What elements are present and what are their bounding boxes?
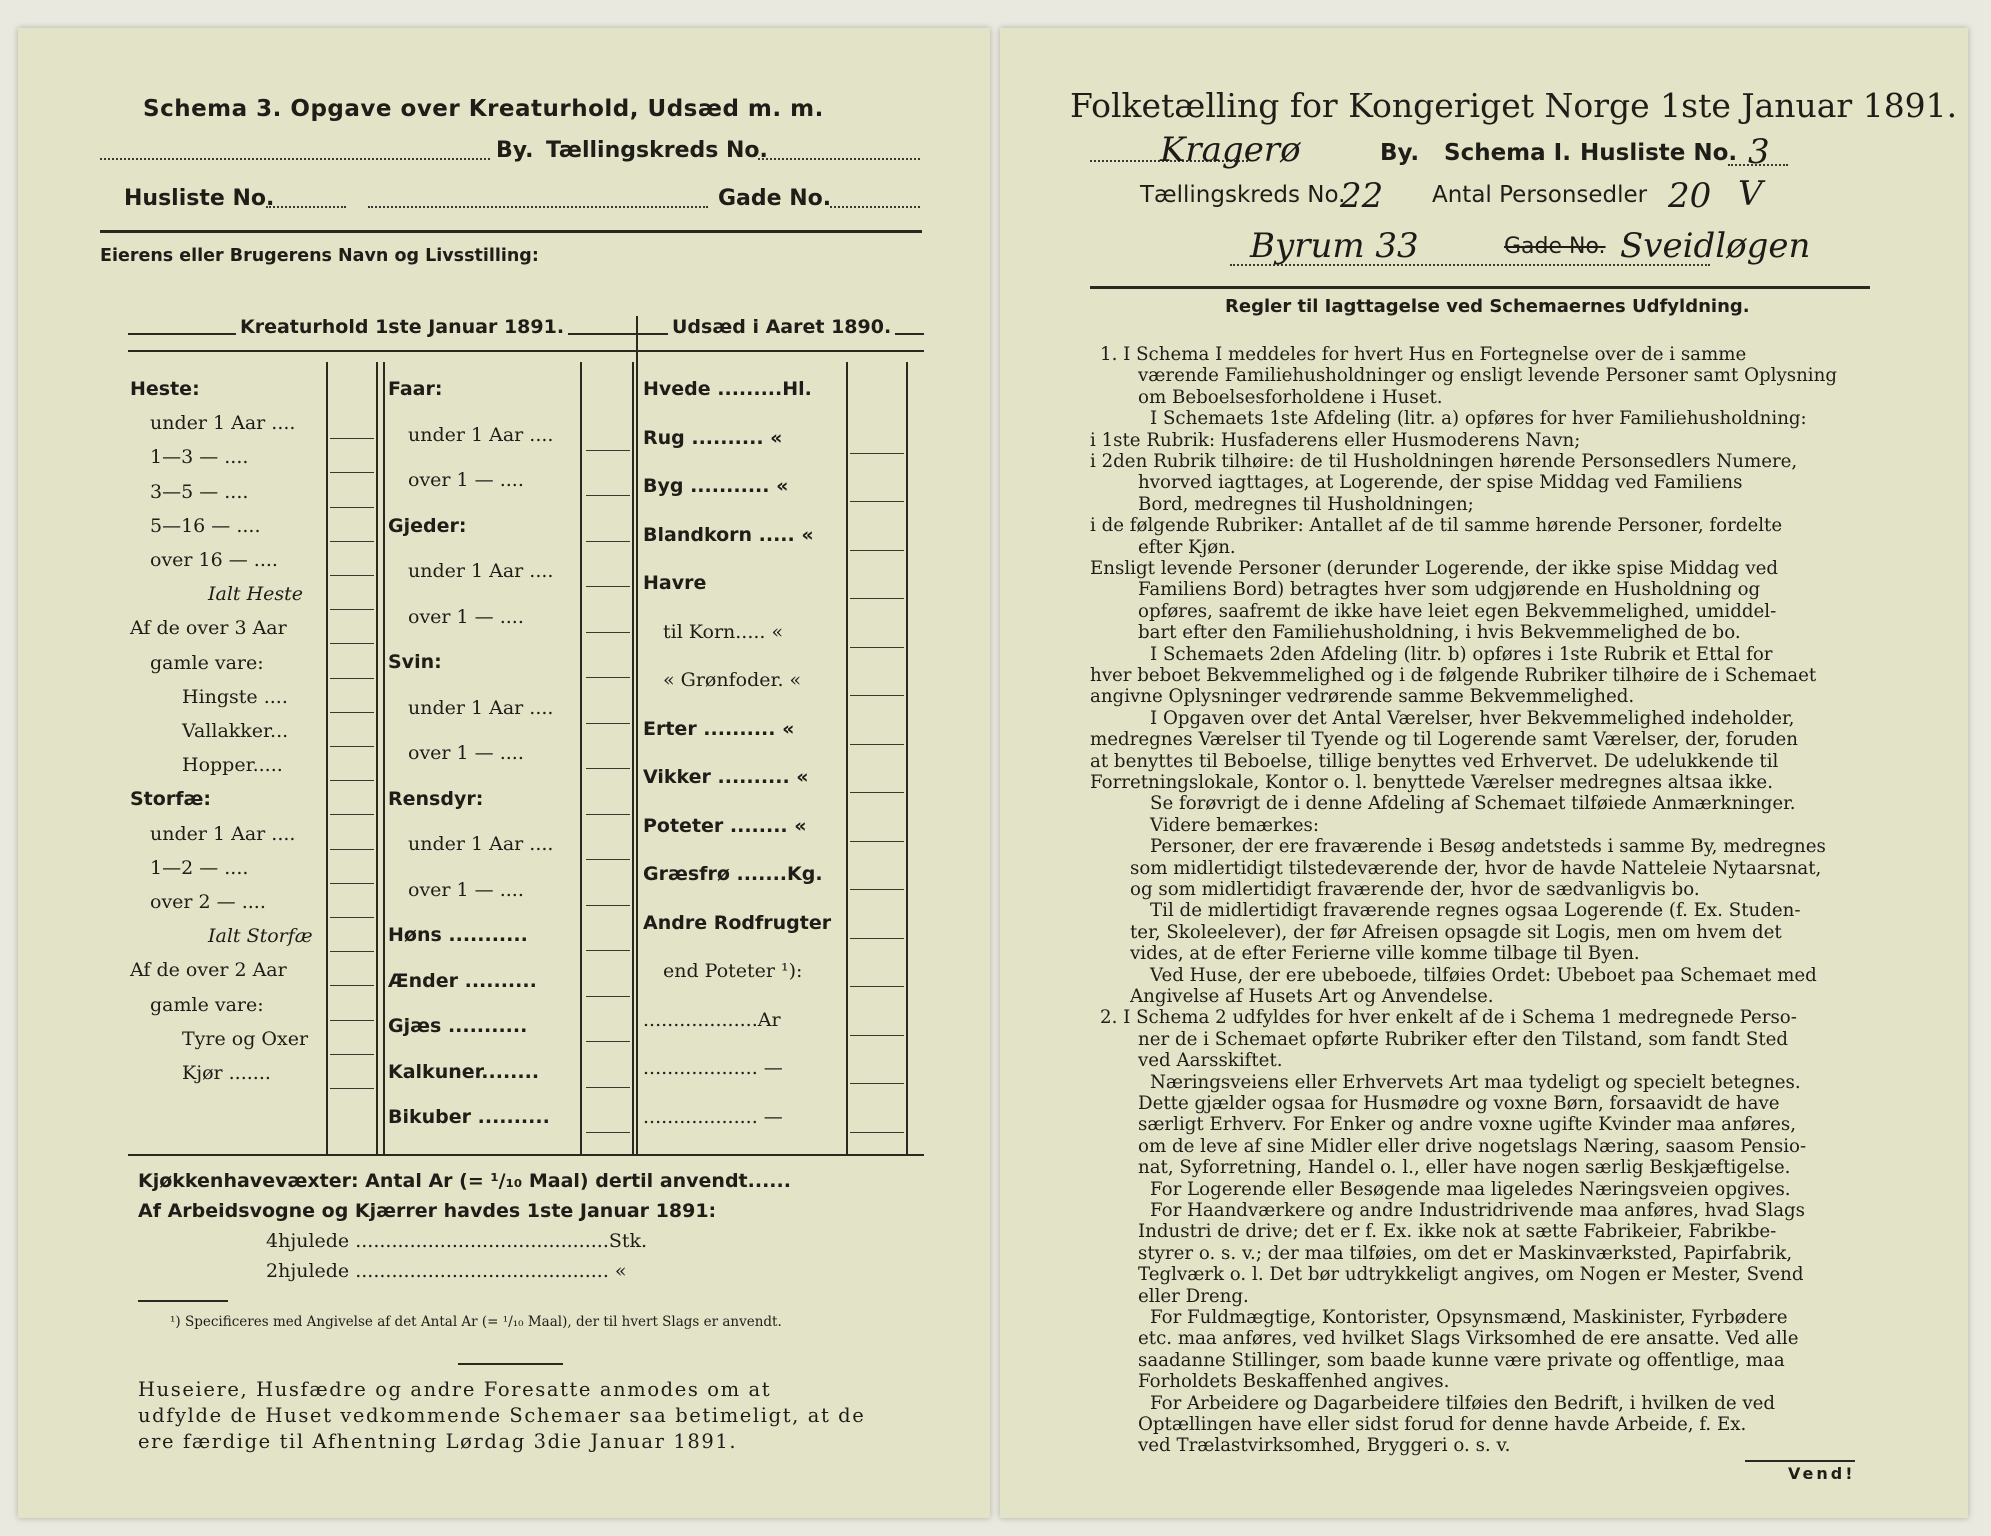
- col1-label: 5—16 — ....: [150, 514, 261, 537]
- rules-line: ved Trælastvirksomhed, Bryggeri o. s. v.: [1138, 1435, 1511, 1457]
- entry-blank: [850, 841, 904, 842]
- col1-label: Af de over 3 Aar: [130, 617, 287, 640]
- rules-line: bart efter den Familiehusholdning, i hvis Bekvemmelighed de bo.: [1138, 622, 1741, 644]
- col2-label: Gjeder:: [388, 514, 467, 537]
- schema1-label: Schema I.: [1444, 140, 1571, 166]
- entry-blank: [330, 678, 374, 679]
- rules-line: styrer o. s. v.; der maa tilføies, om det er Maskinværksted, Papirfabrik,: [1138, 1242, 1793, 1264]
- entry-blank: [586, 632, 630, 633]
- entry-blank: [850, 598, 904, 599]
- col3-label: Andre Rodfrugter: [643, 911, 832, 934]
- rules-line: I Schemaets 1ste Afdeling (litr. a) opføres for hver Familiehusholdning:: [1150, 408, 1807, 430]
- col1-label: gamle vare:: [150, 993, 264, 1016]
- entry-blank: [586, 950, 630, 951]
- col3-label: Havre: [643, 572, 707, 594]
- entry-blank: [330, 985, 374, 986]
- entry-blank: [586, 723, 630, 724]
- col1-label: 3—5 — ....: [150, 480, 249, 503]
- entry-blank: [330, 1020, 374, 1021]
- col2-label: Ænder ..........: [388, 969, 537, 992]
- rules-line: Forretningslokale, Kontor o. l. benyttede Værelser medregnes altsaa ikke.: [1090, 772, 1773, 793]
- col2-label: under 1 Aar ....: [408, 423, 554, 446]
- hjulede2-line: 2hjulede .......................................... «: [266, 1260, 627, 1282]
- col2-label: Høns ...........: [388, 924, 528, 946]
- entry-blank: [586, 1087, 630, 1088]
- handwritten-antal: 20: [1668, 176, 1712, 216]
- rules-line: etc. maa anføres, ved hvilket Slags Virksomhed de ere ansatte. Ved alle: [1138, 1328, 1799, 1350]
- entry-blank: [330, 472, 374, 473]
- rules-line: I Schemaets 2den Afdeling (litr. b) opføres i 1ste Rubrik et Ettal for: [1150, 643, 1773, 665]
- rules-line: Ved Huse, der ere ubeboede, tilføies Ordet: Ubeboet paa Schemaet med: [1150, 964, 1817, 986]
- rules-line: Næringsveiens eller Erhvervets Art maa tydeligt og specielt betegnes.: [1150, 1071, 1801, 1093]
- entry-blank: [586, 996, 630, 997]
- handwritten-checkmark: V: [1738, 174, 1763, 214]
- entry-blank: [586, 495, 630, 496]
- entry-blank: [850, 695, 904, 696]
- antal-personsedler-label: Antal Personsedler: [1432, 182, 1648, 208]
- rules-line: om Beboelsesforholdene i Huset.: [1138, 386, 1443, 408]
- col2-label: over 1 — ....: [408, 742, 524, 764]
- rules-line: Til de midlertidigt fraværende regnes ogsaa Logerende (f. Ex. Studen-: [1150, 900, 1801, 922]
- col2-label: Gjæs ...........: [388, 1015, 528, 1037]
- entry-blank: [586, 450, 630, 451]
- rules-line: For Arbeidere og Dagarbeidere tilføies den Bedrift, i hvilken de ved: [1150, 1392, 1776, 1414]
- col2-label: over 1 — ....: [408, 878, 524, 901]
- rules-line: om de leve af sine Midler eller drive nogetslags Næring, saasom Pensio-: [1138, 1135, 1807, 1157]
- rules-line: i de følgende Rubriker: Antallet af de til samme hørende Personer, fordelte: [1090, 515, 1783, 537]
- rules-line: i 1ste Rubrik: Husfaderens eller Husmoderens Navn;: [1090, 429, 1581, 451]
- right-husliste-label: Husliste No.: [1580, 140, 1738, 166]
- entry-blank: [850, 938, 904, 939]
- rules-line: og som midlertidigt fraværende der, hvor de sædvanligvis bo.: [1130, 879, 1700, 900]
- entry-blank: [586, 1041, 630, 1042]
- rules-line: Personer, der ere fraværende i Besøg andetsteds i samme By, medregnes: [1150, 836, 1826, 858]
- col2-label: Bikuber ..........: [388, 1106, 550, 1128]
- rules-line: i 2den Rubrik tilhøire: de til Husholdningen hørende Personsedlers Numere,: [1090, 451, 1798, 472]
- entry-blank: [850, 647, 904, 648]
- rules-line: særligt Erhverv. For Enker og andre voxne ugifte Kvinder maa anføres,: [1138, 1114, 1796, 1136]
- col2-label: under 1 Aar ....: [408, 696, 554, 719]
- col3-label: Poteter ........ «: [643, 814, 807, 837]
- entry-blank: [330, 746, 374, 747]
- vend-label: Vend!: [1788, 1464, 1856, 1483]
- col3-label: Hvede .........Hl.: [643, 378, 812, 400]
- handwritten-street-number: Byrum 33: [1250, 226, 1419, 266]
- entry-blank: [850, 792, 904, 793]
- rules-line: I Opgaven over det Antal Værelser, hver Bekvemmelighed indeholder,: [1150, 707, 1795, 729]
- col3-label: ...................Ar: [643, 1008, 781, 1031]
- udsaed-header: Udsæd i Aaret 1890.: [668, 316, 895, 338]
- rules-line: Dette gjælder ogsaa for Husmødre og voxne Børn, forsaavidt de have: [1138, 1093, 1780, 1114]
- col2-label: Faar:: [388, 378, 443, 400]
- rules-line: ner de i Schemaet opførte Rubriker efter den Tilstand, som fandt Sted: [1138, 1028, 1789, 1050]
- right-by-label: By.: [1380, 140, 1420, 166]
- handwritten-husliste-no: 3: [1748, 132, 1770, 172]
- closing-line-1: Huseiere, Husfædre og andre Foresatte anmodes om at: [138, 1378, 772, 1401]
- col2-label: over 1 — ....: [408, 605, 524, 628]
- col3-label: ................... —: [643, 1057, 783, 1079]
- col1-label: Storfæ:: [130, 788, 211, 811]
- col3-label: til Korn..... «: [663, 620, 784, 643]
- entry-blank: [850, 744, 904, 745]
- tellingskreds-label: Tællingskreds No.: [546, 138, 768, 163]
- col1-label: gamle vare:: [150, 651, 264, 674]
- by-label: By.: [496, 138, 534, 163]
- col2-label: Rensdyr:: [388, 787, 484, 810]
- col3-label: end Poteter ¹):: [663, 960, 803, 982]
- rules-line: Se forøvrigt de i denne Afdeling af Schemaet tilføiede Anmærkninger.: [1150, 793, 1796, 815]
- hjulede4-line: 4hjulede ..........................................Stk.: [266, 1230, 648, 1252]
- schema3-title: Schema 3. Opgave over Kreaturhold, Udsæd m. m.: [143, 96, 824, 122]
- entry-blank: [330, 438, 374, 439]
- rules-line: værende Familiehusholdninger og ensligt levende Personer samt Oplysning: [1138, 365, 1837, 387]
- rules-line: Industri de drive; det er f. Ex. ikke nok at sætte Fabrikeier, Fabrikbe-: [1138, 1221, 1777, 1243]
- rules-line: Forholdets Beskaffenhed angives.: [1138, 1371, 1450, 1393]
- rules-line: Teglværk o. l. Det bør udtrykkeligt angives, om Nogen er Mester, Svend: [1138, 1264, 1804, 1286]
- col1-label: 1—2 — ....: [150, 856, 249, 879]
- col2-label: over 1 — ....: [408, 469, 524, 491]
- rules-line: For Logerende eller Besøgende maa ligeledes Næringsveien opgives.: [1150, 1178, 1791, 1200]
- footnote: ¹) Specificeres med Angivelse af det Antal Ar (= ¹/₁₀ Maal), der til hvert Slags er anvendt.: [170, 1314, 782, 1330]
- rules-line: Ensligt levende Personer (derunder Logerende, der ikke spise Middag ved: [1090, 558, 1779, 579]
- rules-line: For Fuldmægtige, Kontorister, Opsynsmænd, Maskinister, Fyrbødere: [1150, 1307, 1788, 1328]
- col2-label: under 1 Aar ....: [408, 560, 554, 582]
- col3-label: ................... —: [643, 1105, 783, 1128]
- rules-line: Videre bemærkes:: [1150, 814, 1319, 836]
- entry-blank: [850, 1132, 904, 1133]
- col1-label: over 2 — ....: [150, 891, 266, 913]
- census-title: Folketælling for Kongeriget Norge 1ste Januar 1891.: [1070, 86, 1958, 125]
- col1-label: Ialt Heste: [208, 583, 304, 606]
- rules-line: Familiens Bord) betragtes hver som udgjørende en Husholdning og: [1138, 579, 1761, 601]
- eier-label: Eierens eller Brugerens Navn og Livsstilling:: [100, 246, 539, 266]
- col1-label: Heste:: [130, 378, 200, 400]
- entry-blank: [330, 609, 374, 610]
- entry-blank: [586, 541, 630, 542]
- rules-line: opføres, saafremt de ikke have leiet egen Bekvemmelighed, umiddel-: [1138, 600, 1777, 622]
- entry-blank: [330, 780, 374, 781]
- col1-label: under 1 Aar ....: [150, 412, 296, 435]
- entry-blank: [330, 849, 374, 850]
- entry-blank: [850, 1083, 904, 1084]
- left-page: [18, 28, 990, 1518]
- entry-blank: [850, 986, 904, 987]
- kreaturhold-header: Kreaturhold 1ste Januar 1891.: [236, 316, 568, 338]
- col1-label: under 1 Aar ....: [150, 822, 296, 845]
- col2-label: Kalkuner........: [388, 1060, 540, 1083]
- handwritten-tellingskreds-no: 22: [1340, 176, 1384, 216]
- col3-label: Rug .......... «: [643, 426, 783, 449]
- rules-line: efter Kjøn.: [1138, 536, 1236, 558]
- rules-line: Optællingen have eller sidst forud for denne havde Arbeide, f. Ex.: [1138, 1414, 1747, 1435]
- entry-blank: [330, 712, 374, 713]
- rules-line: hver beboet Bekvemmelighed og i de følgende Rubriker tilhøire de i Schemaet: [1090, 665, 1817, 686]
- col1-label: over 16 — ....: [150, 549, 278, 571]
- col3-label: Byg ........... «: [643, 475, 789, 497]
- rules-line: angivne Oplysninger vedrørende samme Bekvemmelighed.: [1090, 686, 1635, 708]
- entry-blank: [586, 677, 630, 678]
- rules-line: Angivelse af Husets Art og Anvendelse.: [1130, 986, 1494, 1007]
- col2-label: Svin:: [388, 651, 442, 673]
- col1-label: Hopper.....: [182, 754, 283, 777]
- rules-line: nat, Syforretning, Handel o. l., eller have nogen særlig Beskjæftigelse.: [1138, 1157, 1791, 1179]
- rules-title: Regler til Iagttagelse ved Schemaernes Udfyldning.: [1225, 296, 1750, 317]
- entry-blank: [330, 917, 374, 918]
- handwritten-town: Kragerø: [1160, 130, 1301, 170]
- right-tellingskreds-label: Tællingskreds No.: [1140, 182, 1346, 208]
- closing-line-2: udfylde de Huset vedkommende Schemaer saa betimeligt, at de: [138, 1404, 866, 1427]
- col3-label: « Grønfoder. «: [663, 669, 802, 691]
- col2-label: under 1 Aar ....: [408, 833, 554, 855]
- col1-label: Hingste ....: [182, 685, 288, 708]
- entry-blank: [586, 859, 630, 860]
- entry-blank: [330, 541, 374, 542]
- entry-blank: [330, 814, 374, 815]
- rules-line: Bord, medregnes til Husholdningen;: [1138, 493, 1474, 515]
- rules-line: eller Dreng.: [1138, 1285, 1249, 1307]
- right-gade-label: Gade No.: [1504, 234, 1606, 259]
- col1-label: Kjør .......: [182, 1062, 271, 1084]
- rules-line: medregnes Værelser til Tyende og til Logerende samt Værelser, der, foruden: [1090, 729, 1799, 751]
- entry-blank: [586, 1132, 630, 1133]
- col1-label: Ialt Storfæ: [208, 925, 313, 948]
- col1-label: Tyre og Oxer: [182, 1027, 309, 1050]
- rules-line: 2. I Schema 2 udfyldes for hver enkelt af de i Schema 1 medregnede Perso-: [1100, 1007, 1797, 1029]
- arbeidsvogne-line: Af Arbeidsvogne og Kjærrer havdes 1ste Januar 1891:: [138, 1200, 717, 1222]
- entry-blank: [850, 889, 904, 890]
- entry-blank: [330, 1088, 374, 1089]
- entry-blank: [850, 550, 904, 551]
- rules-line: vides, at de efter Ferierne ville komme tilbage til Byen.: [1130, 943, 1640, 965]
- entry-blank: [330, 951, 374, 952]
- rules-line: ter, Skoleelever), der før Afreisen opsagde sit Logis, men om hvem det: [1130, 921, 1782, 943]
- entry-blank: [586, 814, 630, 815]
- rules-line: at benyttes til Beboelse, tillige benyttes ved Erhvervet. De udelukkende til: [1090, 750, 1779, 772]
- entry-blank: [850, 501, 904, 502]
- entry-blank: [330, 883, 374, 884]
- col1-label: Vallakker...: [182, 720, 289, 742]
- entry-blank: [330, 575, 374, 576]
- col3-label: Erter .......... «: [643, 717, 795, 740]
- entry-blank: [330, 1054, 374, 1055]
- rules-line: ved Aarsskiftet.: [1138, 1050, 1283, 1072]
- handwritten-street-name: Sveidløgen: [1620, 226, 1811, 266]
- closing-line-3: ere færdige til Afhentning Lørdag 3die Januar 1891.: [138, 1430, 738, 1453]
- entry-blank: [586, 905, 630, 906]
- rules-line: 1. I Schema I meddeles for hvert Hus en Fortegnelse over de i samme: [1100, 344, 1747, 365]
- entry-blank: [850, 453, 904, 454]
- rules-line: For Haandværkere og andre Industridrivende maa anføres, hvad Slags: [1150, 1200, 1806, 1221]
- gade-label: Gade No.: [718, 186, 832, 211]
- col1-label: Af de over 2 Aar: [130, 959, 287, 982]
- rules-line: saadanne Stillinger, som baade kunne være private og offentlige, maa: [1138, 1349, 1785, 1371]
- husliste-label: Husliste No.: [124, 186, 275, 211]
- rules-line: hvorved iagttages, at Logerende, der spise Middag ved Familiens: [1138, 472, 1743, 494]
- col3-label: Vikker .......... «: [643, 766, 809, 788]
- entry-blank: [850, 1035, 904, 1036]
- entry-blank: [586, 768, 630, 769]
- rules-line: som midlertidigt tilstedeværende der, hvor de havde Natteleie Nytaarsnat,: [1130, 857, 1822, 879]
- entry-blank: [330, 507, 374, 508]
- col3-label: Græsfrø .......Kg.: [643, 863, 823, 885]
- rules-text: [1090, 344, 1870, 1464]
- col1-label: 1—3 — ....: [150, 446, 249, 469]
- col3-label: Blandkorn ..... «: [643, 523, 814, 546]
- entry-blank: [330, 643, 374, 644]
- right-page: [1000, 28, 1968, 1518]
- entry-blank: [586, 586, 630, 587]
- kjokkenhave-line: Kjøkkenhavevæxter: Antal Ar (= ¹/₁₀ Maal) dertil anvendt......: [138, 1170, 791, 1192]
